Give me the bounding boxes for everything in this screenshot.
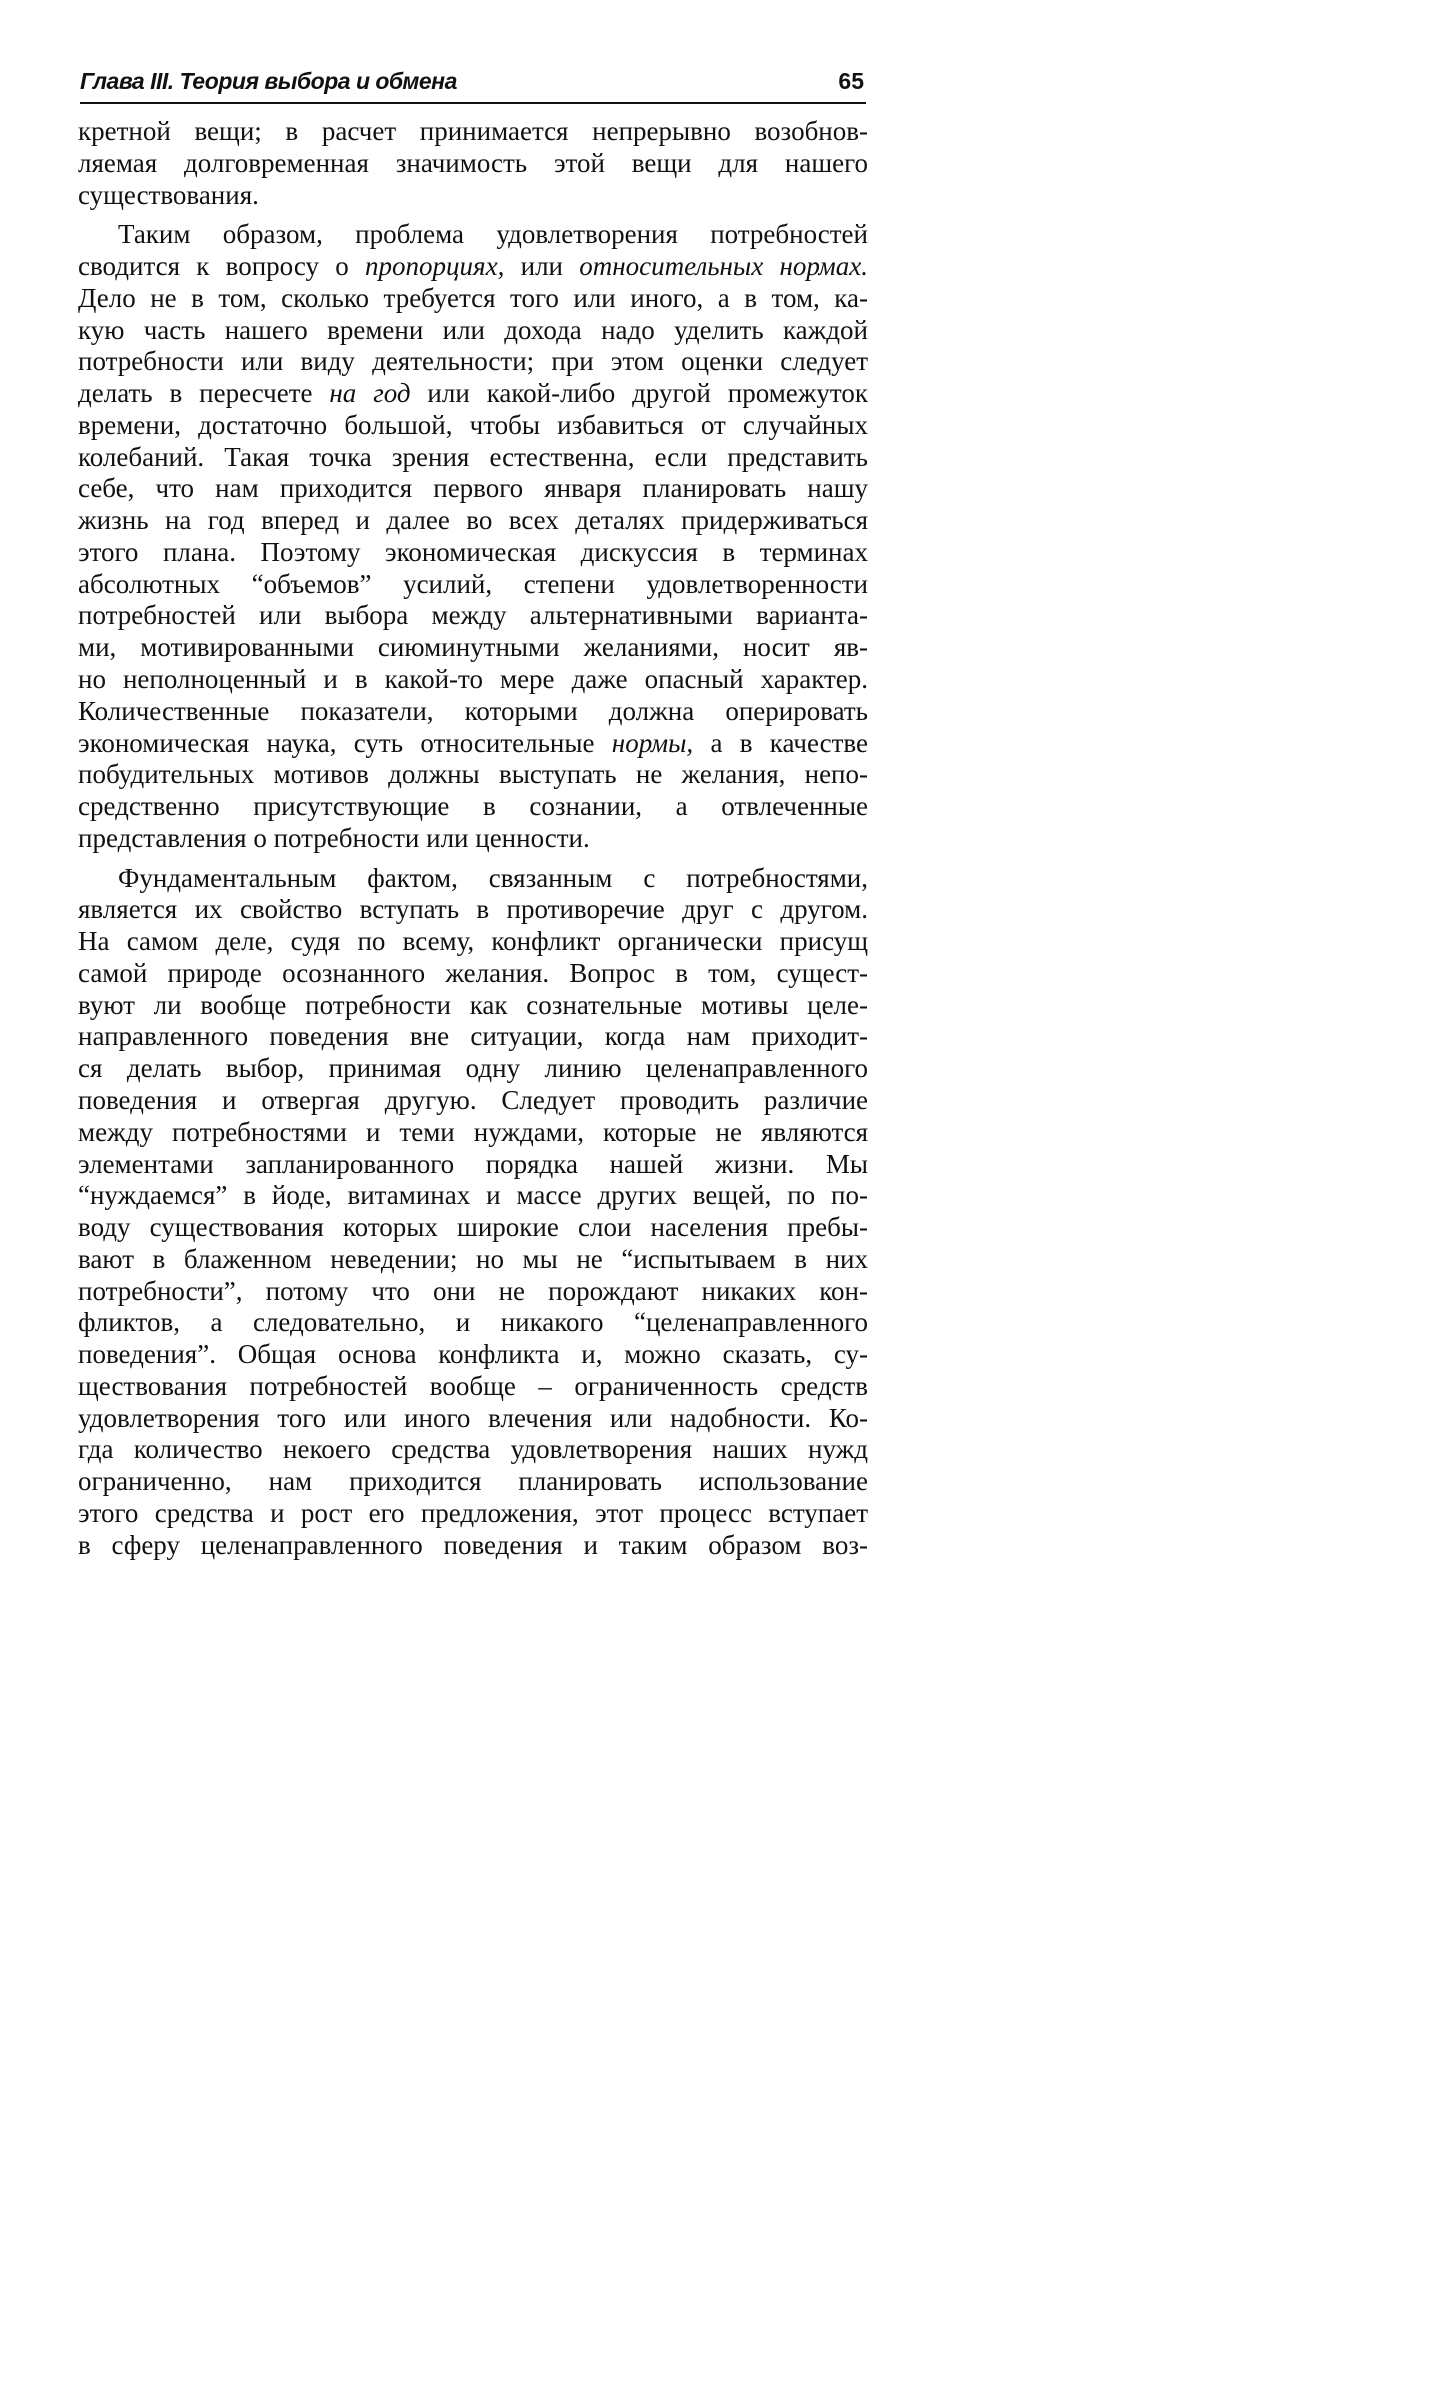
text-segment: жизнь на год вперед и далее во всех деталях придерживаться (78, 505, 868, 536)
text-segment: направленного поведения вне ситуации, когда нам приходит- (78, 1021, 868, 1052)
text-segment: в сферу целенаправленного поведения и таким образом воз- (78, 1529, 868, 1560)
text-line (78, 1212, 868, 1244)
text-segment: ся делать выбор, принимая одну линию целенаправленного (78, 1053, 868, 1084)
text-line (78, 1434, 868, 1466)
text-line (78, 1403, 868, 1435)
text-line (78, 180, 868, 212)
text-segment: поведения и отвергая другую. Следует проводить различие (78, 1084, 868, 1115)
text-line (78, 990, 868, 1022)
text-segment: кретной вещи; в расчет принимается непрерывно возобнов- (78, 116, 868, 146)
text-segment: или (504, 251, 580, 282)
text-segment: ществования потребностей вообще – ограниченность средств (78, 1370, 868, 1401)
text-segment: гда количество некоего средства удовлетворения наших нужд (78, 1434, 868, 1465)
chapter-title: Глава III. Теория выбора и обмена (80, 68, 457, 94)
text-line (78, 926, 868, 958)
text-line (78, 378, 868, 410)
text-segment: элементами запланированного порядка нашей жизни. Мы (78, 1148, 868, 1179)
text-segment: самой природе осознанного желания. Вопрос в том, сущест- (78, 957, 868, 988)
text-segment: но неполноценный и в какой-то мере даже опасный характер. (78, 664, 868, 695)
text-segment: является их свойство вступать в противоречие друг с другом. (78, 894, 868, 925)
text-line (78, 632, 868, 664)
text-segment: между потребностями и теми нуждами, которые не являются (78, 1116, 868, 1147)
text-segment: Фундаментальным фактом, связанным с потребностями, (118, 862, 868, 893)
text-line (78, 505, 868, 537)
text-line (78, 442, 868, 474)
text-line (78, 1244, 868, 1276)
text-line (78, 346, 868, 378)
text-segment: Дело не в том, сколько требуется того или иного, а в том, ка- (78, 282, 868, 313)
text-segment: абсолютных “объемов” усилий, степени удовлетворенности (78, 568, 868, 599)
text-segment: На самом деле, судя по всему, конфликт органически присущ (78, 926, 868, 957)
text-segment: “нуждаемся” в йоде, витаминах и массе других вещей, по по- (78, 1180, 868, 1211)
text-segment: этого плана. Поэтому экономическая дискуссия в терминах (78, 536, 868, 567)
text-segment: представления о потребности или ценности. (78, 822, 590, 853)
text-line (78, 863, 868, 895)
emphasis-text: пропорциях, (365, 251, 505, 282)
emphasis-text: относительных нормах. (579, 251, 868, 282)
text-segment: а в качестве (693, 727, 869, 758)
text-line (78, 1053, 868, 1085)
text-line (78, 1307, 868, 1339)
text-segment: экономическая наука, суть относительные (78, 727, 612, 758)
text-line (78, 791, 868, 823)
text-segment: воду существования которых широкие слои населения пребы- (78, 1212, 868, 1243)
text-line (78, 251, 868, 283)
text-line (78, 1371, 868, 1403)
text-line (78, 894, 868, 926)
text-line (78, 1085, 868, 1117)
text-line (78, 728, 868, 760)
text-line (78, 537, 868, 569)
text-segment: фликтов, а следовательно, и никакого “целенаправленного (78, 1307, 868, 1338)
text-line (78, 664, 868, 696)
text-segment: делать в пересчете (78, 378, 330, 409)
text-segment: Таким образом, проблема удовлетворения потребностей (118, 219, 868, 250)
body-text (78, 116, 868, 1561)
text-segment: колебаний. Такая точка зрения естественна, если представить (78, 441, 868, 472)
text-line (78, 1180, 868, 1212)
text-segment: Количественные показатели, которыми должна оперировать (78, 695, 868, 726)
text-segment: себе, что нам приходится первого января планировать нашу (78, 473, 868, 504)
text-segment: средственно присутствующие в сознании, а отвлеченные (78, 791, 868, 822)
text-segment: существования. (78, 179, 259, 210)
text-line (78, 823, 868, 855)
text-segment: удовлетворения того или иного влечения или надобности. Ко- (78, 1402, 868, 1433)
text-line (78, 1339, 868, 1371)
text-line (78, 315, 868, 347)
running-head (80, 66, 866, 104)
text-segment: ми, мотивированными сиюминутными желаниями, носит яв- (78, 632, 868, 663)
text-segment: вуют ли вообще потребности как сознательные мотивы целе- (78, 989, 868, 1020)
text-line (78, 410, 868, 442)
text-line (78, 219, 868, 251)
text-line (78, 1530, 868, 1562)
text-segment: кую часть нашего времени или дохода надо уделить каждой (78, 314, 868, 345)
text-line (78, 1021, 868, 1053)
text-segment: ограниченно, нам приходится планировать использование (78, 1466, 868, 1497)
text-line (78, 1149, 868, 1181)
text-segment: времени, достаточно большой, чтобы избавиться от случайных (78, 409, 868, 440)
emphasis-text: нормы, (611, 727, 694, 758)
text-line (78, 600, 868, 632)
text-line (78, 1276, 868, 1308)
text-line (78, 473, 868, 505)
text-segment: ляемая долговременная значимость этой вещи для нашего (78, 147, 868, 178)
text-line (78, 569, 868, 601)
text-line (78, 283, 868, 315)
text-line (78, 1466, 868, 1498)
text-segment: побудительных мотивов должны выступать не желания, непо- (78, 759, 868, 790)
page-number: 65 (838, 68, 864, 94)
text-segment: поведения”. Общая основа конфликта и, можно сказать, су- (78, 1339, 868, 1370)
text-segment: или какой-либо другой промежуток (410, 378, 868, 409)
text-segment: этого средства и рост его предложения, этот процесс вступает (78, 1497, 868, 1528)
text-segment: потребности или виду деятельности; при этом оценки следует (78, 346, 868, 377)
text-segment: потребности”, потому что они не порождают никаких кон- (78, 1275, 868, 1306)
text-segment: потребностей или выбора между альтернативными варианта- (78, 600, 868, 631)
text-segment: сводится к вопросу о (78, 251, 366, 282)
text-segment: вают в блаженном неведении; но мы не “испытываем в них (78, 1243, 868, 1274)
text-line (78, 696, 868, 728)
text-line (78, 1498, 868, 1530)
text-line (78, 116, 868, 148)
text-line (78, 1117, 868, 1149)
book-page (0, 0, 947, 1575)
text-line (78, 148, 868, 180)
text-line (78, 958, 868, 990)
text-line (78, 759, 868, 791)
emphasis-text: на год (329, 378, 411, 409)
